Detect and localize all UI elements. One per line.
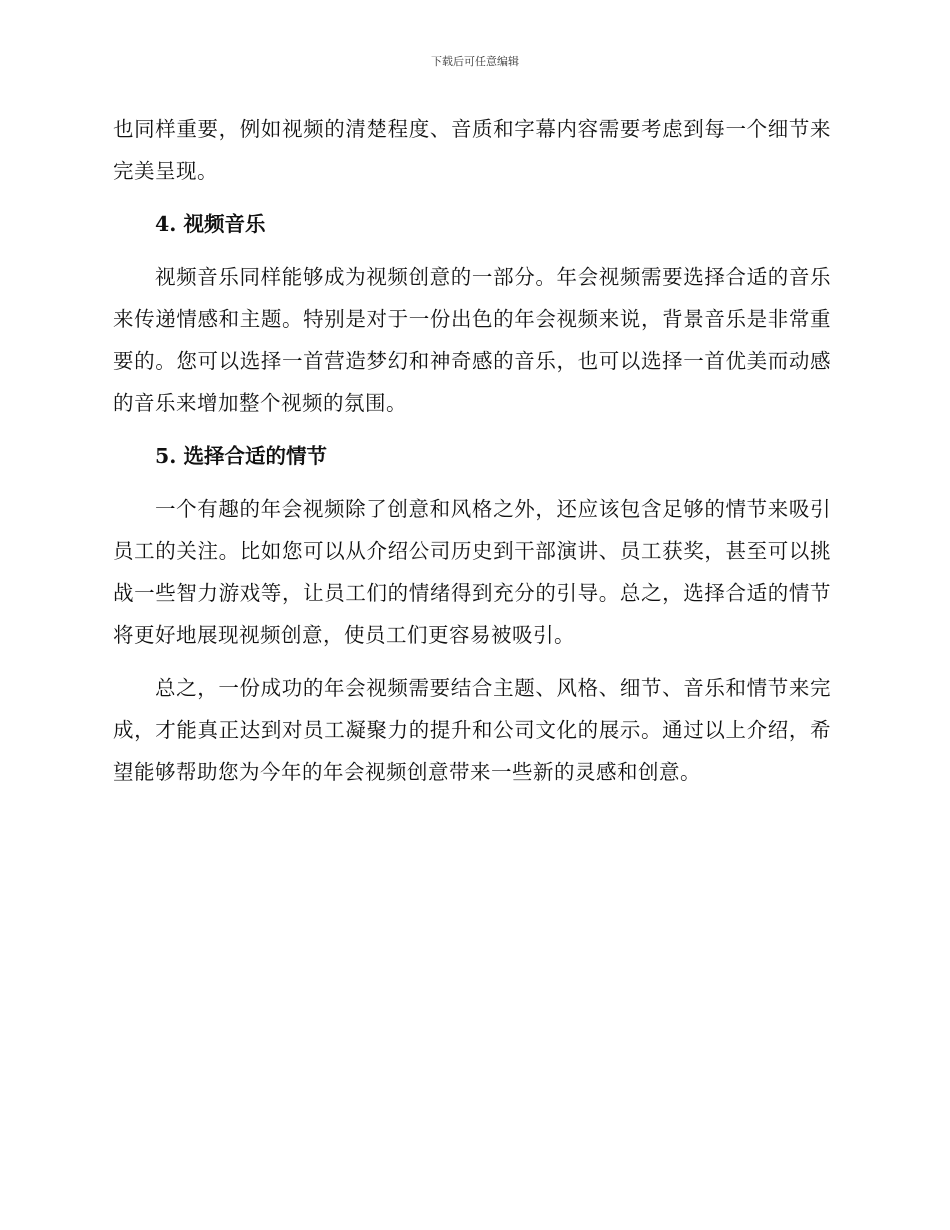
paragraph-plot: 一个有趣的年会视频除了创意和风格之外，还应该包含足够的情节来吸引员工的关注。比如您可以从介绍公司历史到干部演讲、员工获奖，甚至可以挑战一些智力游戏等，让员工们的情绪得到充分的引导。总之，选择合适的情节将更好地展现视频创意，使员工们更容易被吸引。	[113, 497, 831, 647]
page-header: 下载后可任意编辑	[431, 55, 519, 68]
section-heading-video-music: 4. 视频音乐	[155, 212, 266, 236]
paragraph-conclusion: 总之，一份成功的年会视频需要结合主题、风格、细节、音乐和情节来完成，才能真正达到对员工凝聚力的提升和公司文化的展示。通过以上介绍，希望能够帮助您为今年的年会视频创意带来一些新的灵感和创意。	[113, 676, 831, 784]
section-heading-plot: 5. 选择合适的情节	[155, 444, 328, 468]
document-body	[113, 108, 831, 793]
paragraph-continuation: 也同样重要，例如视频的清楚程度、音质和字幕内容需要考虑到每一个细节来完美呈现。	[113, 117, 831, 183]
paragraph-video-music: 视频音乐同样能够成为视频创意的一部分。年会视频需要选择合适的音乐来传递情感和主题。特别是对于一份出色的年会视频来说，背景音乐是非常重要的。您可以选择一首营造梦幻和神奇感的音乐，也可以选择一首优美而动感的音乐来增加整个视频的氛围。	[113, 265, 831, 415]
